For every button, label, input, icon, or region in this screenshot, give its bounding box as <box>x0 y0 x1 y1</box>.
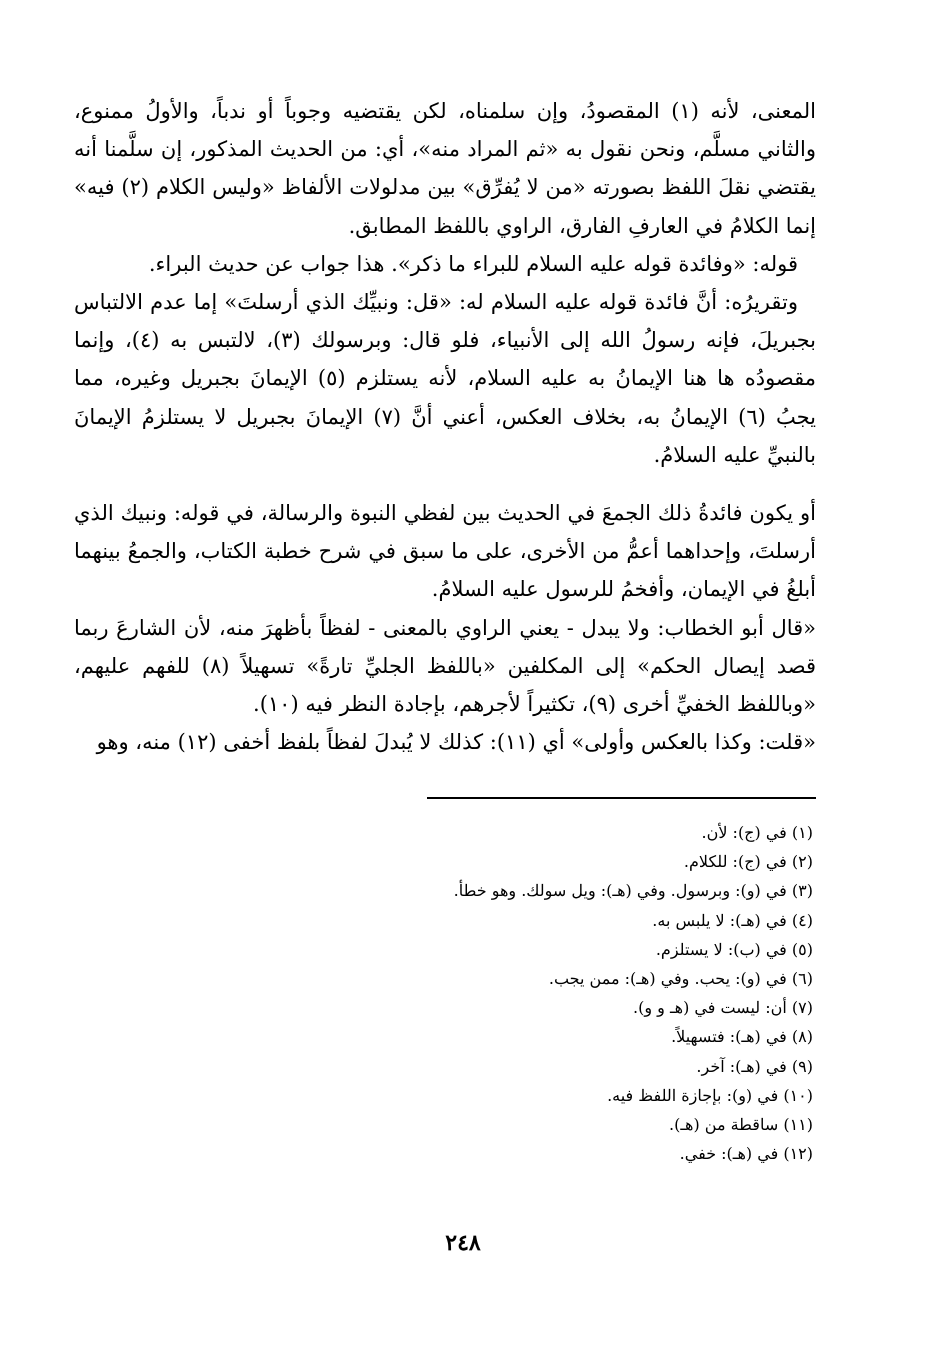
footnote: (١٠) في (و): بإجازة اللفظ فيه. <box>607 1085 813 1105</box>
footnote: (٨) في (هـ): فتسهيلاً. <box>671 1027 813 1047</box>
footnote: (٢) في (ج): للكلام. <box>683 852 813 872</box>
footnote: (٤) في (هـ): لا يلبس به. <box>652 910 813 930</box>
footnote: (٣) في (و): وبرسول. وفي (هـ): ويل سولك. وهو خطأ. <box>453 881 813 901</box>
footnotes <box>300 818 813 1168</box>
footnote: (١١) ساقطة من (هـ). <box>668 1115 813 1135</box>
paragraph-6: «قلت: وكذا بالعكس وأولى» أي (١١): كذلك لا يُبدلَ لفظاً بلفظ أخفى (١٢) منه، وهو <box>96 730 816 755</box>
footnote: (٥) في (ب): لا يستلزم. <box>655 939 813 959</box>
footnote-separator <box>427 797 816 799</box>
paragraph-4: أو يكون فائدةُ ذلك الجمعَ في الحديث بين لفظي النبوة والرسالة، في قوله: ونبيك الذي أرسلتَ، وإحداهما أعمُّ من الأخرى، على ما سبق في شرح خطبة الكتاب، والجمعُ بينهما أبلغُ في الإيمان، وأفخمُ للرسول عليه السلامُ. <box>74 501 816 602</box>
footnote: (١٢) في (هـ): خفي. <box>679 1144 813 1164</box>
main-text <box>74 92 816 761</box>
paragraph-2: قوله: «وفائدة قوله عليه السلام للبراء ما ذكر». هذا جواب عن حديث البراء. <box>148 251 798 276</box>
footnote: (١) في (ج): لأن. <box>701 823 813 842</box>
paragraph-1: المعنى، لأنه (١) المقصودُ، وإن سلمناه، لكن يقتضيه وجوباً أو ندباً، والأولُ ممنوع، والثاني مسلَّم، ونحن نقول به «ثم المراد منه»، أي: من الحديث المذكور، إن سلَّمنا أنه يقتضي نقلَ اللفظ بصورته «من لا يُفرِّق» بين مدلولات الألفاظ «وليس الكلام (٢) فيه» إنما الكلامُ في العارفِ الفارق، الراوي باللفظ المطابق. <box>74 99 817 238</box>
page-number: ٢٤٨ <box>445 1230 481 1256</box>
footnote: (٦) في (و): يحب. وفي (هـ): ممن يجب. <box>548 969 813 989</box>
footnote: (٩) في (هـ): آخر. <box>696 1056 813 1076</box>
paragraph-3: وتقريرُه: أنَّ فائدة قوله عليه السلام له: «قل: ونبيِّك الذي أرسلتَ» إما عدم الالتباس بجبريلَ، فإنه رسولُ الله إلى الأنبياء، فلو قال: وبرسولك (٣)، لالتبس به (٤)، وإنما مقصودُه ها هنا الإيمانُ به عليه السلام، لأنه يستلزم (٥) الإيمانَ بجبريل وغيره، مما يجبُ (٦) الإيمانُ به، بخلاف العكس، أعني أنَّ (٧) الإيمانَ بجبريل لا يستلزمُ الإيمانَ بالنبيِّ عليه السلامُ. <box>74 290 817 467</box>
footnote: (٧) أن: ليست في (هـ و و). <box>632 998 813 1018</box>
paragraph-5: «قال أبو الخطاب: ولا يبدل - يعني الراوي بالمعنى - لفظاً بأظهرَ منه، لأن الشارعَ ربما قصد إيصال الحكم» إلى المكلفين «باللفظ الجليِّ تارةً» تسهيلاً (٨) للفهم عليهم، «وباللفظ الخفيِّ أخرى (٩)، تكثيراً لأجرهم، بإجادة النظر فيه (١٠). <box>74 615 816 717</box>
